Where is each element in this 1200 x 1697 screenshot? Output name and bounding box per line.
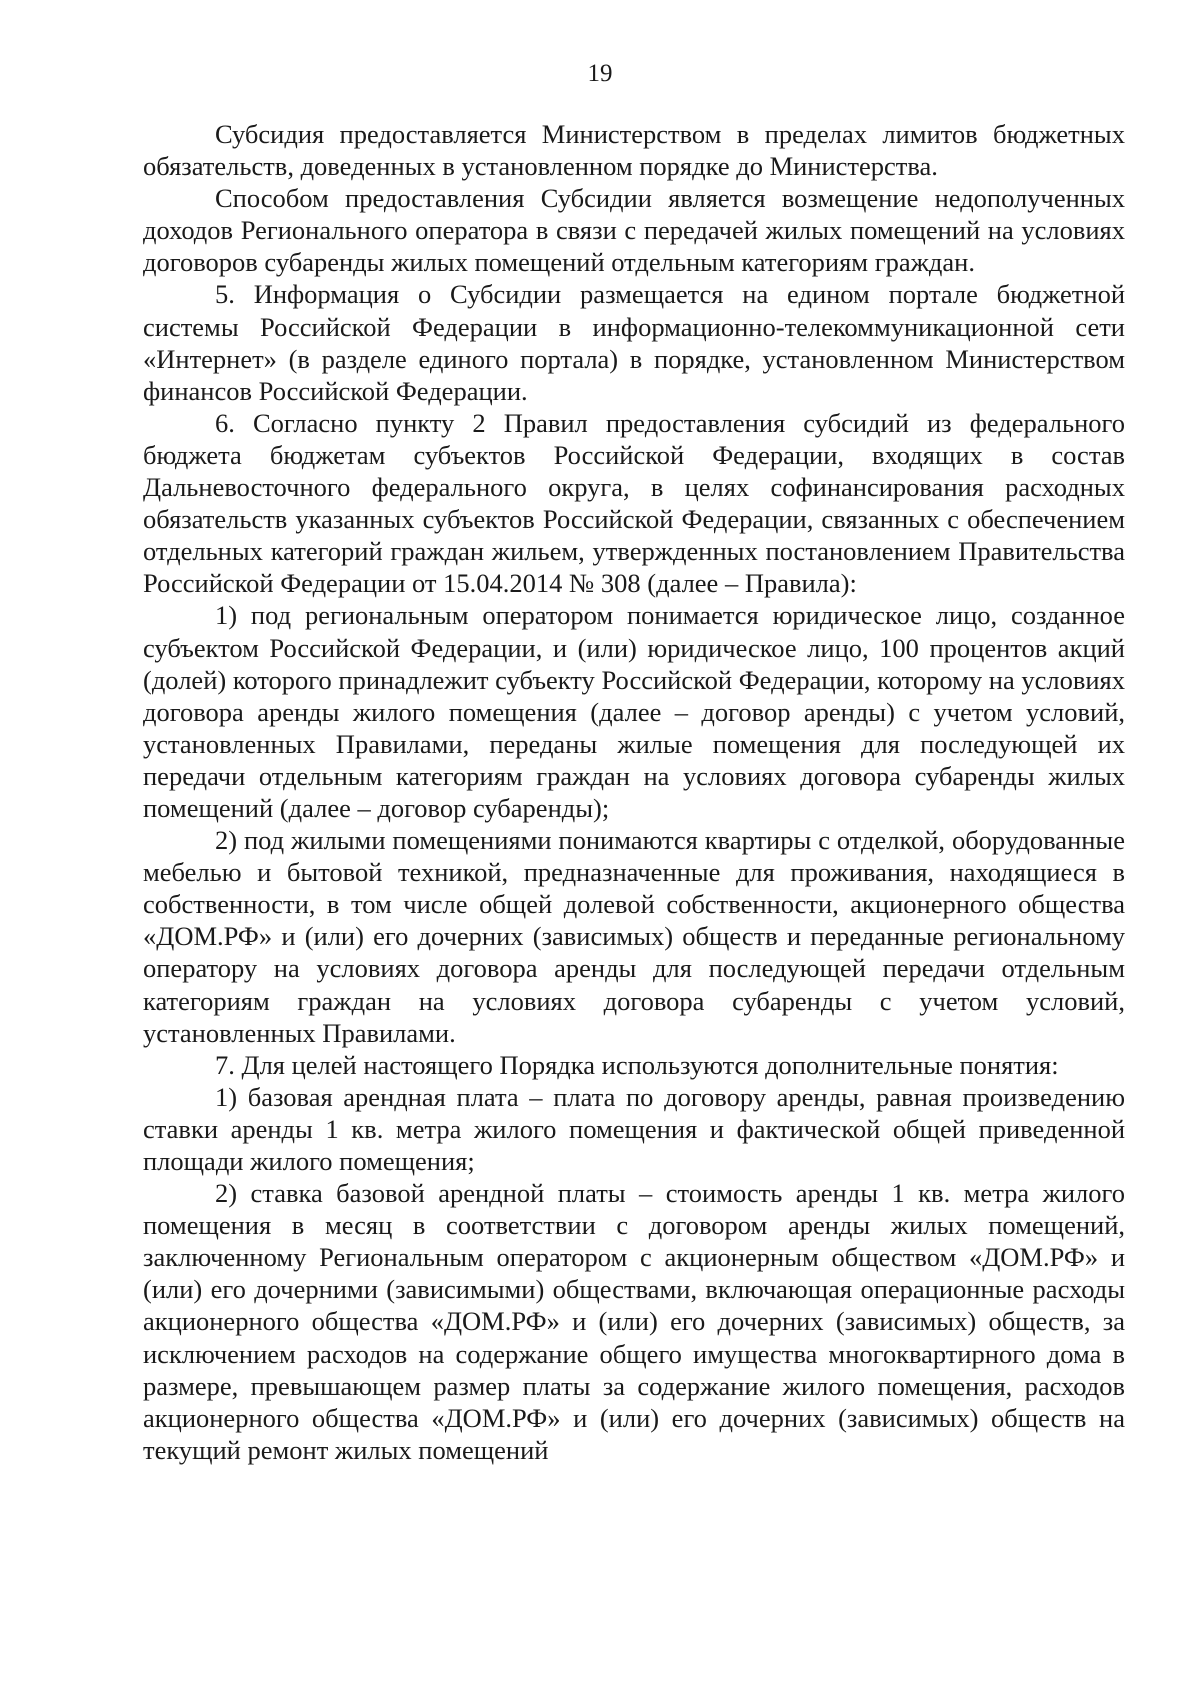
paragraph-item-6-2: 2) под жилыми помещениями понимаются квартиры с отделкой, оборудованные мебелью и бытовой техникой, предназначенные для проживания, находящиеся в собственности, в том числе общей долевой собственности, акционерного общества «ДОМ.РФ» и (или) его дочерних (зависимых) обществ и переданные региональному оператору на условиях договора аренды для последующей передачи отдельным категориям граждан на условиях договора субаренды с учетом условий, установленных Правилами. xyxy=(143,825,1125,1048)
paragraph-item-7-1: 1) базовая арендная плата – плата по договору аренды, равная произведению ставки аренды 1 кв. метра жилого помещения и фактической общей приведенной площади жилого помещения; xyxy=(143,1081,1125,1176)
document-body xyxy=(143,118,1125,1466)
paragraph-item-5: 5. Информация о Субсидии размещается на едином портале бюджетной системы Российской Федерации в информационно-телекоммуникационной сети «Интернет» (в разделе единого портала) в порядке, установленном Министерством финансов Российской Федерации. xyxy=(143,279,1125,406)
paragraph-item-6: 6. Согласно пункту 2 Правил предоставления субсидий из федерального бюджета бюджетам субъектов Российской Федерации, входящих в состав Дальневосточного федерального округа, в целях софинансирования расходных обязательств указанных субъектов Российской Федерации, связанных с обеспечением отдельных категорий граждан жильем, утвержденных постановлением Правительства Российской Федерации от 15.04.2014 № 308 (далее – Правила): xyxy=(143,407,1125,599)
paragraph-item-6-1: 1) под региональным оператором понимается юридическое лицо, созданное субъектом Российской Федерации, и (или) юридическое лицо, 100 процентов акций (долей) которого принадлежит субъекту Российской Федерации, которому на условиях договора аренды жилого помещения (далее – договор аренды) с учетом условий, установленных Правилами, переданы жилые помещения для последующей их передачи отдельным категориям граждан на условиях договора субаренды жилых помещений (далее – договор субаренды); xyxy=(143,600,1125,823)
paragraph-item-7: 7. Для целей настоящего Порядка используются дополнительные понятия: xyxy=(215,1049,1059,1080)
paragraph-subsidy-method: Способом предоставления Субсидии является возмещение недополученных доходов Регионального оператора в связи с передачей жилых помещений на условиях договоров субаренды жилых помещений отдельным категориям граждан. xyxy=(143,183,1125,278)
page-number: 19 xyxy=(587,60,613,87)
paragraph-subsidy-limits: Субсидия предоставляется Министерством в пределах лимитов бюджетных обязательств, доведенных в установленном порядке до Министерства. xyxy=(143,119,1125,182)
paragraph-item-7-2: 2) ставка базовой арендной платы – стоимость аренды 1 кв. метра жилого помещения в месяц в соответствии с договором аренды жилых помещений, заключенному Региональным оператором с акционерным обществом «ДОМ.РФ» и (или) его дочерними (зависимыми) обществами, включающая операционные расходы акционерного общества «ДОМ.РФ» и (или) его дочерних (зависимых) обществ, за исключением расходов на содержание общего имущества многоквартирного дома в размере, превышающем размер платы за содержание жилого помещения, расходов акционерного общества «ДОМ.РФ» и (или) его дочерних (зависимых) обществ на текущий ремонт жилых помещений xyxy=(143,1178,1125,1465)
